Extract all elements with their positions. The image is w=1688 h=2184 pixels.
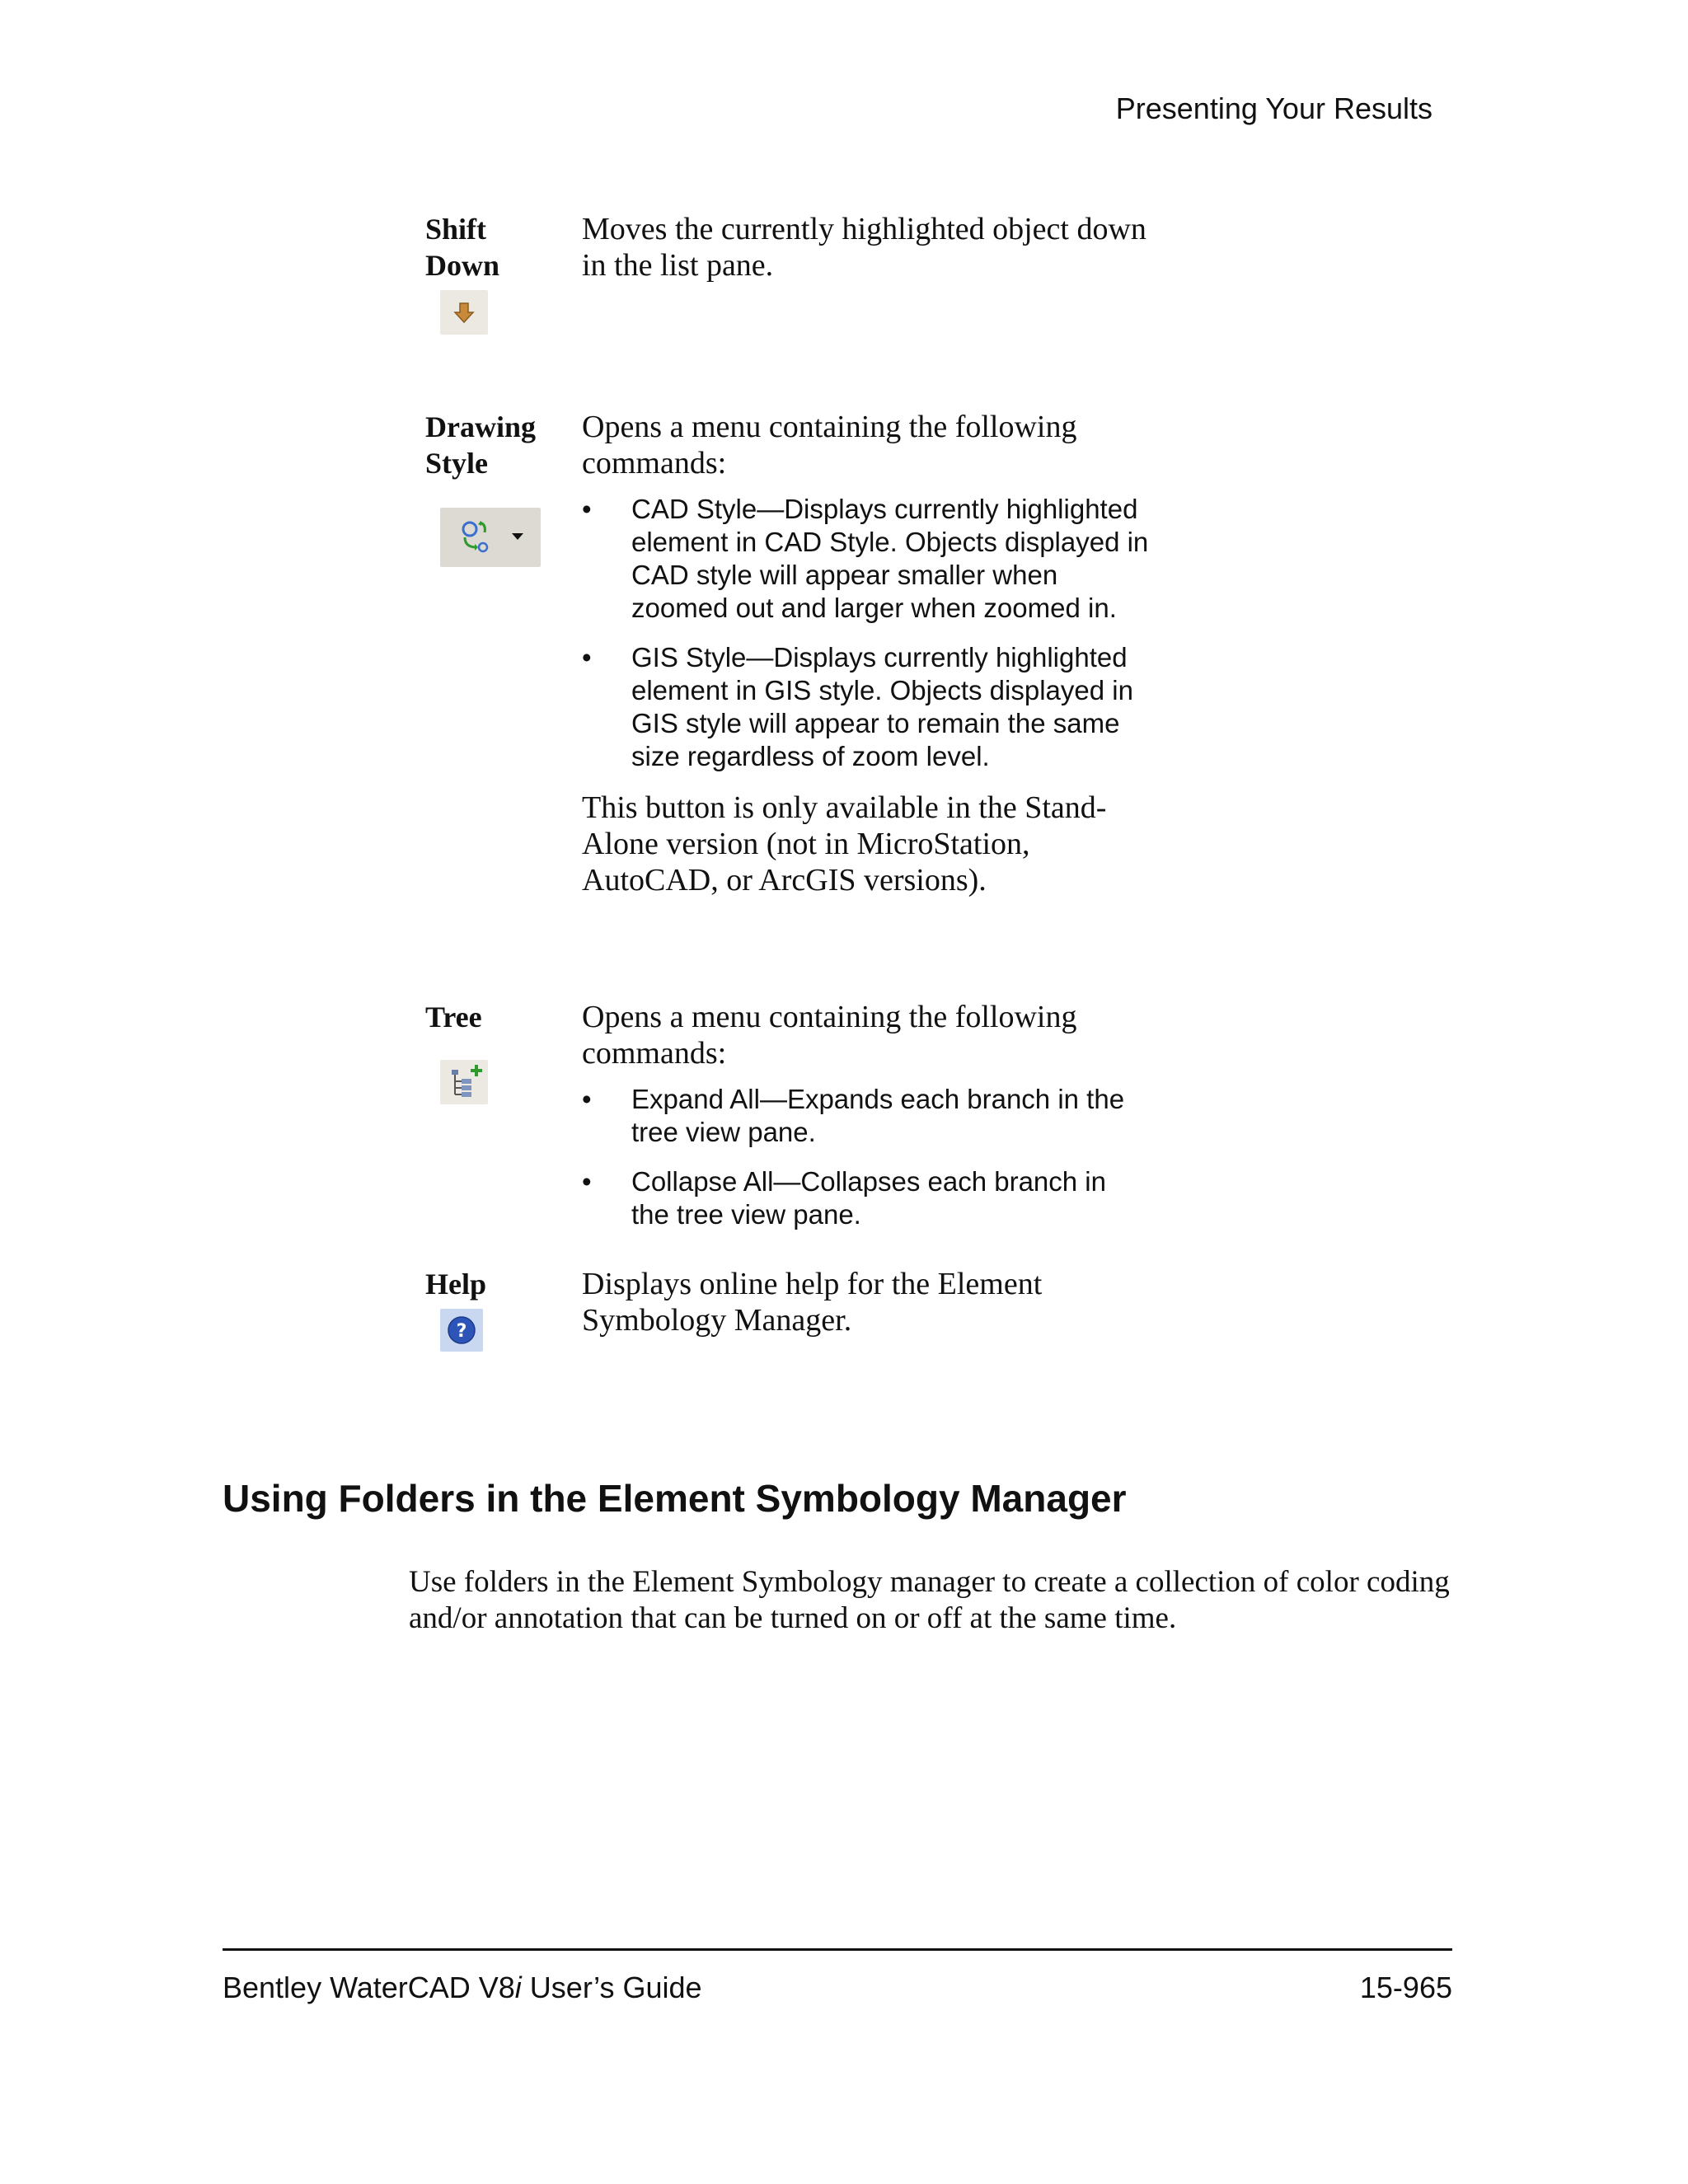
- list-item-text: GIS Style—Displays currently highlighted element in GIS style. Objects displayed in GIS style will appear to remain the same size regardless of zoom level.: [631, 642, 1133, 771]
- bullet-glyph: •: [582, 494, 592, 524]
- tree-button[interactable]: [440, 1060, 488, 1104]
- command-name-line2: Down: [425, 249, 500, 282]
- command-name-line1: Tree: [425, 1001, 482, 1033]
- command-description: [582, 211, 1151, 284]
- availability-note: This button is only available in the Stand-Alone version (not in MicroStation, AutoCAD, or ArcGIS versions).: [582, 790, 1107, 898]
- svg-text:?: ?: [456, 1321, 467, 1342]
- guide-title-italic: i: [514, 1971, 522, 2004]
- command-name-line1: Drawing: [425, 410, 536, 443]
- section-paragraph: Use folders in the Element Symbology manager to create a collection of color coding and/or annotation that can be turned on or off at the same time.: [409, 1565, 1450, 1635]
- command-name-line2: Style: [425, 447, 488, 480]
- chevron-down-icon: [511, 532, 524, 541]
- section-heading: Using Folders in the Element Symbology Manager: [223, 1477, 1127, 1520]
- arrow-down-icon: [440, 290, 488, 335]
- bullet-glyph: •: [582, 1166, 592, 1197]
- tree-icon: [440, 1060, 488, 1104]
- page-number: 15-965: [1359, 1971, 1452, 2004]
- running-header: Presenting Your Results: [1115, 91, 1432, 125]
- bullet-glyph: •: [582, 642, 592, 673]
- list-item-text: Expand All—Expands each branch in the tree view pane.: [631, 1084, 1125, 1147]
- footer-guide-title: [223, 1968, 702, 2008]
- description-text: Displays online help for the Element Symbology Manager.: [582, 1267, 1043, 1338]
- command-description: [582, 999, 1151, 1248]
- bullet-glyph: •: [582, 1084, 592, 1114]
- command-name-line1: Shift: [425, 213, 487, 246]
- command-description: [582, 1266, 1151, 1338]
- list-item-text: CAD Style—Displays currently highlighted element in CAD Style. Objects displayed in CAD style will appear smaller when zoomed out and larger when zoomed in.: [631, 494, 1149, 623]
- help-icon: [440, 1309, 483, 1352]
- description-text: Opens a menu containing the following commands:: [582, 410, 1077, 480]
- drawing-style-icon: [440, 508, 541, 567]
- list-item: [582, 493, 1151, 625]
- command-name: [425, 409, 574, 481]
- list-item: [582, 641, 1151, 773]
- bullet-list: [582, 493, 1151, 773]
- guide-title-prefix: Bentley WaterCAD V8: [223, 1971, 515, 2004]
- command-name-line1: Help: [425, 1268, 487, 1301]
- list-item-text: Collapse All—Collapses each branch in the tree view pane.: [631, 1166, 1106, 1230]
- command-name: [425, 1266, 574, 1302]
- shift-down-button[interactable]: [440, 290, 488, 335]
- list-item: [582, 1083, 1151, 1149]
- bullet-list: [582, 1083, 1151, 1231]
- footer-rule: [223, 1948, 1452, 1951]
- help-button[interactable]: [440, 1309, 483, 1352]
- command-description: [582, 409, 1151, 898]
- description-text: Opens a menu containing the following commands:: [582, 1000, 1077, 1071]
- guide-title-suffix: User’s Guide: [521, 1971, 702, 2004]
- command-name: [425, 211, 574, 284]
- list-item: [582, 1165, 1151, 1231]
- description-text: Moves the currently highlighted object down in the list pane.: [582, 212, 1146, 283]
- command-name: [425, 999, 574, 1035]
- drawing-style-button[interactable]: [440, 508, 541, 567]
